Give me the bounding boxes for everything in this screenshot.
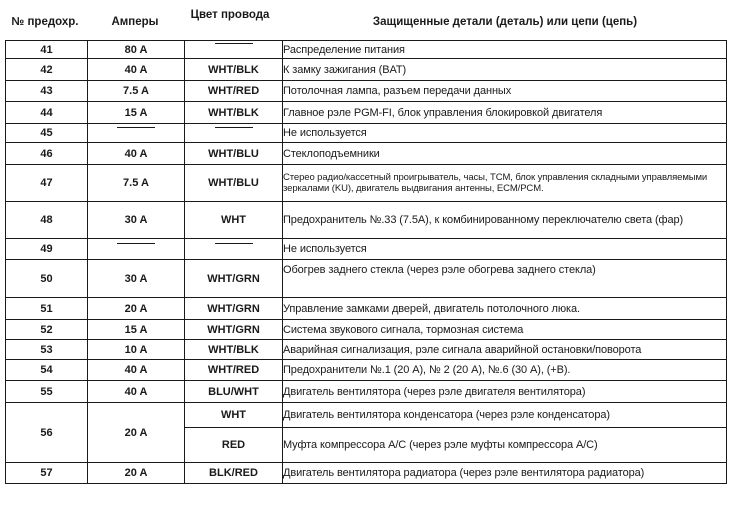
wire-color-cell: WHT/GRN xyxy=(185,320,283,340)
amperes-cell: 10 A xyxy=(88,340,185,360)
header-protected-parts: Защищенные детали (деталь) или цепи (цепь) xyxy=(372,16,638,28)
table-row xyxy=(6,59,727,81)
fuse-number-cell: 52 xyxy=(6,320,88,340)
fuse-number-cell: 48 xyxy=(6,202,88,239)
table-header xyxy=(0,0,730,40)
dash-mark xyxy=(215,243,253,256)
wire-color-cell xyxy=(185,239,283,260)
fuse-number-cell: 51 xyxy=(6,298,88,320)
table-row xyxy=(6,143,727,165)
wire-color-cell xyxy=(185,41,283,59)
description-cell: Стерео радио/кассетный проигрыватель, часы, TCM, блок управления складными управляемыми зеркалами (KU), двигатель выдвигания антенны, ECM/PCM. xyxy=(283,165,727,202)
wire-color-cell: WHT/BLK xyxy=(185,59,283,81)
amperes-cell: 30 A xyxy=(88,202,185,239)
amperes-cell: 15 A xyxy=(88,102,185,124)
wire-color-cell: RED xyxy=(185,428,283,463)
description-cell: Предохранители №.1 (20 A), № 2 (20 A), №.6 (30 A), (+B). xyxy=(283,360,727,381)
table-row xyxy=(6,298,727,320)
amperes-cell: 7.5 A xyxy=(88,165,185,202)
wire-color-cell: WHT/BLU xyxy=(185,165,283,202)
table-row xyxy=(6,102,727,124)
amperes-cell xyxy=(88,239,185,260)
dash-mark xyxy=(215,127,253,140)
wire-color-cell xyxy=(185,124,283,143)
table-row xyxy=(6,340,727,360)
fuse-number-cell: 47 xyxy=(6,165,88,202)
table-row xyxy=(6,165,727,202)
fuse-number-cell: 49 xyxy=(6,239,88,260)
amperes-cell: 40 A xyxy=(88,59,185,81)
fuse-number-cell: 41 xyxy=(6,41,88,59)
table-row xyxy=(6,403,727,428)
fuse-number-cell: 46 xyxy=(6,143,88,165)
wire-color-cell: WHT/GRN xyxy=(185,298,283,320)
fuse-number-cell: 44 xyxy=(6,102,88,124)
fuse-table xyxy=(5,40,727,484)
description-cell: Система звукового сигнала, тормозная система xyxy=(283,320,727,340)
dash-mark xyxy=(117,243,155,256)
wire-color-cell: WHT/GRN xyxy=(185,260,283,298)
fuse-number-cell: 43 xyxy=(6,81,88,102)
fuse-number-cell: 50 xyxy=(6,260,88,298)
table-row xyxy=(6,360,727,381)
table-row xyxy=(6,41,727,59)
amperes-cell: 20 A xyxy=(88,403,185,463)
table-row xyxy=(6,463,727,484)
header-fuse-number: № предохр. xyxy=(11,16,79,28)
table-row xyxy=(6,124,727,143)
description-cell: Аварийная сигнализация, рэле сигнала аварийной остановки/поворота xyxy=(283,340,727,360)
description-cell: Не используется xyxy=(283,239,727,260)
amperes-cell: 7.5 A xyxy=(88,81,185,102)
description-cell: Главное рэле PGM-FI, блок управления блокировкой двигателя xyxy=(283,102,727,124)
fuse-number-cell: 45 xyxy=(6,124,88,143)
fuse-number-cell: 42 xyxy=(6,59,88,81)
table-row xyxy=(6,81,727,102)
wire-color-cell: WHT/RED xyxy=(185,81,283,102)
table-row xyxy=(6,260,727,298)
fuse-number-cell: 53 xyxy=(6,340,88,360)
table-row xyxy=(6,239,727,260)
amperes-cell: 20 A xyxy=(88,463,185,484)
description-cell: Двигатель вентилятора (через рэле двигателя вентилятора) xyxy=(283,381,727,403)
description-cell: Стеклоподъемники xyxy=(283,143,727,165)
description-cell: К замку зажигания (BAT) xyxy=(283,59,727,81)
amperes-cell: 40 A xyxy=(88,360,185,381)
amperes-cell: 80 A xyxy=(88,41,185,59)
description-cell: Обогрев заднего стекла (через рэле обогрева заднего стекла) xyxy=(283,260,727,298)
table-row xyxy=(6,320,727,340)
amperes-cell: 20 A xyxy=(88,298,185,320)
description-cell: Двигатель вентилятора радиатора (через рэле вентилятора радиатора) xyxy=(283,463,727,484)
fuse-number-cell: 56 xyxy=(6,403,88,463)
dash-mark xyxy=(215,43,253,56)
description-cell: Распределение питания xyxy=(283,41,727,59)
fuse-number-cell: 57 xyxy=(6,463,88,484)
wire-color-cell: WHT/BLK xyxy=(185,340,283,360)
description-cell: Управление замками дверей, двигатель потолочного люка. xyxy=(283,298,727,320)
header-amperes: Амперы xyxy=(111,16,159,28)
wire-color-cell: WHT xyxy=(185,403,283,428)
amperes-cell: 15 A xyxy=(88,320,185,340)
amperes-cell: 40 A xyxy=(88,143,185,165)
amperes-cell: 30 A xyxy=(88,260,185,298)
header-wire-color: Цвет провода xyxy=(190,9,270,21)
table-row xyxy=(6,381,727,403)
wire-color-cell: WHT/BLU xyxy=(185,143,283,165)
amperes-cell: 40 A xyxy=(88,381,185,403)
amperes-cell xyxy=(88,124,185,143)
description-cell: Предохранитель №.33 (7.5A), к комбинированному переключателю света (фар) xyxy=(283,202,727,239)
wire-color-cell: BLU/WHT xyxy=(185,381,283,403)
description-cell: Не используется xyxy=(283,124,727,143)
fuse-number-cell: 54 xyxy=(6,360,88,381)
wire-color-cell: WHT/BLK xyxy=(185,102,283,124)
wire-color-cell: BLK/RED xyxy=(185,463,283,484)
fuse-number-cell: 55 xyxy=(6,381,88,403)
description-cell: Потолочная лампа, разъем передачи данных xyxy=(283,81,727,102)
wire-color-cell: WHT xyxy=(185,202,283,239)
description-cell: Двигатель вентилятора конденсатора (через рэле конденсатора) xyxy=(283,403,727,428)
dash-mark xyxy=(117,127,155,140)
wire-color-cell: WHT/RED xyxy=(185,360,283,381)
description-cell: Муфта компрессора A/C (через рэле муфты компрессора A/C) xyxy=(283,428,727,463)
table-row xyxy=(6,202,727,239)
